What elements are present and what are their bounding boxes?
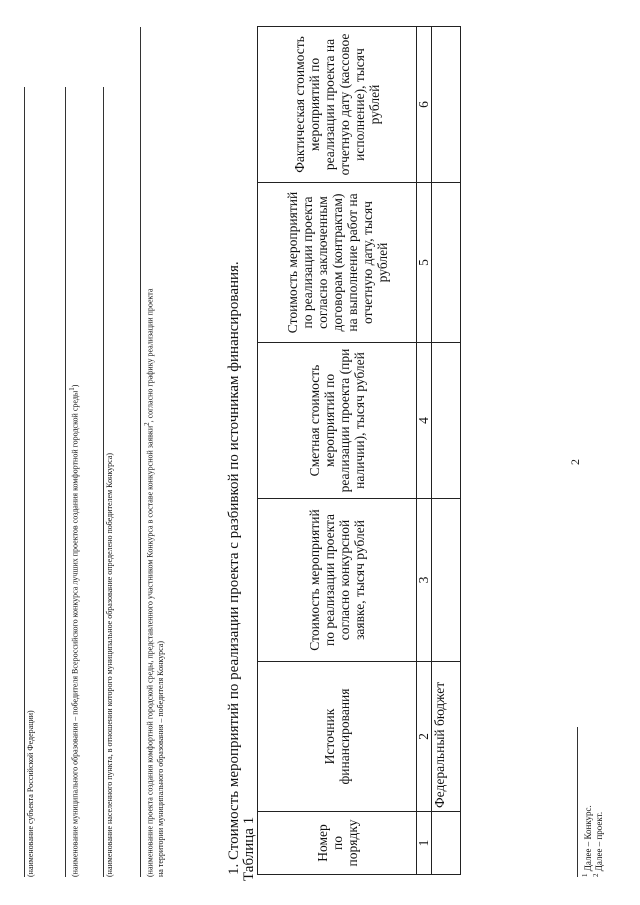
page-number: 2: [568, 459, 582, 465]
region-name-line: [24, 87, 36, 877]
column-number: 6: [417, 27, 432, 183]
header-estimated-cost: Сметная стоимость мероприятий по реализации проекта (при наличии), тысяч рублей: [258, 343, 417, 499]
cell-contract-cost: [432, 183, 461, 343]
column-number: 5: [417, 183, 432, 343]
column-number-row: [417, 27, 432, 875]
municipality-name-line: [65, 87, 81, 877]
cell-bid-cost: [432, 499, 461, 662]
header-source: Источник финансирования: [258, 662, 417, 812]
header-contract-cost: Стоимость мероприятий по реализации проекта согласно заключенным договорам (контрактам) на выполнение работ на отчетную дату, тысяч рублей: [258, 183, 417, 343]
footnote-2: [591, 812, 605, 877]
column-number: 2: [417, 662, 432, 812]
region-name-caption: (наименование субъекта Российской Федерации): [26, 710, 35, 877]
footnote-text: Далее – проект.: [594, 811, 604, 872]
footnote-ref-2: 2: [143, 422, 151, 426]
footnote-mark: 1: [581, 873, 589, 877]
cell-estimated-cost: [432, 343, 461, 499]
section-heading: 1. Стоимость мероприятий по реализации проекта с разбивкой по источникам финансирования.: [226, 261, 242, 875]
header-bid-cost: Стоимость мероприятий по реализации проекта согласно конкурсной заявке, тысяч рублей: [258, 499, 417, 662]
column-number: 1: [417, 812, 432, 875]
project-name-caption: (наименование проекта создания комфортной городской среды, представленного участником Конкурса в составе конкурсной заявки: [145, 425, 155, 877]
table-caption: Таблица 1: [241, 816, 257, 881]
cell-source: Федеральный бюджет: [432, 662, 461, 812]
settlement-name-caption: (наименование населенного пункта, в отношении которого муниципальное образование определено победителем Конкурса): [105, 452, 114, 877]
cost-table: [257, 26, 461, 875]
municipality-name-caption: (наименование муниципального образования – победителя Всероссийского конкурса лучших проектов создания комфортной городской среды: [70, 390, 80, 877]
footnote-mark: 2: [592, 873, 600, 877]
column-number: 3: [417, 499, 432, 662]
project-name-line: [140, 27, 166, 877]
footnote-text: Далее – Конкурс.: [583, 805, 593, 872]
footnote-ref-1: 1: [68, 387, 76, 391]
table-row: [432, 27, 461, 875]
settlement-name-line: [103, 87, 115, 877]
municipality-name-caption-tail: ): [70, 384, 80, 388]
header-actual-cost: Фактическая стоимость мероприятий по реализации проекта на отчетную дату (кассовое исполнение), тысяч рублей: [258, 27, 417, 183]
project-name-caption-tail: , согласно графику реализации проекта: [145, 288, 155, 423]
cell-number: [432, 812, 461, 875]
footnote-separator: [577, 727, 578, 877]
cell-actual-cost: [432, 27, 461, 183]
column-number: 4: [417, 343, 432, 499]
project-name-caption-line2: на территории муниципального образования – победителя Конкурса): [155, 640, 165, 877]
table-header-row: [258, 27, 417, 875]
header-number: Номер по порядку: [258, 812, 417, 875]
